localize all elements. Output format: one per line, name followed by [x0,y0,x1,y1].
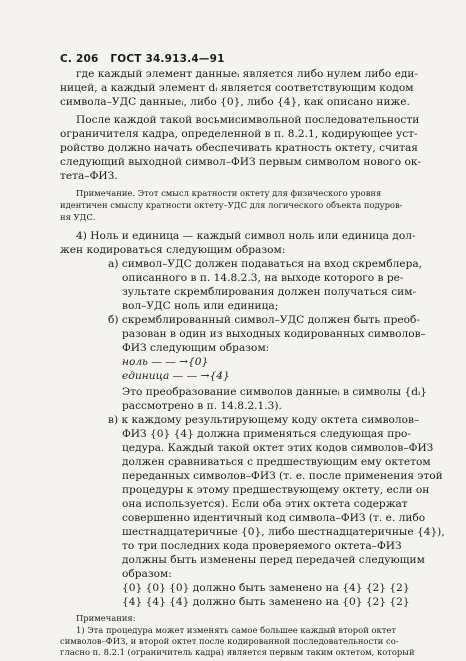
replacement-line: {4} {4} {4} должно быть заменено на {0} {2} {2} [122,596,410,608]
text-line: ройство должно начать обеспечивать кратность октету, считая [60,142,418,154]
text-line: Это преобразование символов данныеᵢ в символы {dᵢ} [122,386,427,398]
text-line: б) скремблированный символ–УДС должен быть преоб- [108,314,420,326]
text-line: она используется). Если оба этих октета содержат [122,498,408,510]
text-line: ограничителя кадра, определенной в п. 8.2.1, кодирующее уст- [60,128,418,140]
text-line: совершенно идентичный код символа–ФИЗ (т. е. либо [122,512,426,524]
note-line: символов–ФИЗ, и второй октет после кодированной последовательности со- [60,636,399,646]
text-line: рассмотрено в п. 14.8.2.1.3). [122,400,282,412]
note-line: ня УДС. [60,212,96,222]
text-line: в) к каждому результирующему коду октета символов– [108,414,420,426]
text-line: ФИЗ следующим образом: [122,342,270,354]
text-line: должен сравниваться с предшествующим ему октетом [122,456,431,468]
text-line: то три последних кода проверяемого октета–ФИЗ [122,540,402,552]
text-line: шестнадцатеричные {0}, либо шестнадцатеричные {4}), [122,526,445,538]
text-line: зультате скремблирования должен получаться сим- [122,286,417,298]
text-line: ницей, а каждый элемент dᵢ является соответствующим кодом [60,82,414,94]
page-header [60,53,233,65]
mapping-line: ноль — — →{0} [122,356,209,368]
text-line: следующий выходной символ–ФИЗ первым символом нового ок- [60,156,422,168]
text-line: описанного в п. 14.8.2.3, на выходе которого в ре- [122,272,404,284]
text-line: ФИЗ {0} {4} должна применяться следующая про- [122,428,411,440]
text-line: вол–УДС ноль или единица; [122,300,279,312]
text-line: 4) Ноль и единица — каждый символ ноль или единица дол- [76,230,416,242]
note-line: идентичен смыслу кратности октету–УДС для логического объекта подуров- [60,200,403,210]
text-line: образом: [122,568,172,580]
text-line: символа–УДС данныеᵢ, либо {0}, либо {4}, как описано ниже. [60,96,410,108]
text-line: переданных символов–ФИЗ (т. е. после применения этой [122,470,443,482]
text-line: процедуры к этому предшествующему октету, если он [122,484,430,496]
text-line: а) символ–УДС должен подаваться на вход скремблера, [108,258,423,270]
notes-heading: Примечания: [76,613,136,623]
standard-code: ГОСТ 34.913.4—91 [110,53,225,65]
text-line: должны быть изменены перед передачей следующим [122,554,425,566]
note-line: гласно п. 8.2.1 (ограничитель кадра) является первым таким октетом, который [60,647,415,657]
note-line: Примечание. Этот смысл кратности октету для физического уровня [76,188,382,198]
page-number: С. 206 [60,53,99,65]
text-line: разован в один из выходных кодированных символов– [122,328,426,340]
text-line: тета–ФИЗ. [60,170,118,182]
replacement-line: {0} {0} {0} должно быть заменено на {4} {2} {2} [122,582,410,594]
text-line: цедура. Каждый такой октет этих кодов символов–ФИЗ [122,442,434,454]
mapping-line: единица — — →{4} [122,370,230,382]
text-line: где каждый элемент данныеᵢ является либо нулем либо еди- [76,68,419,80]
text-line: После каждой такой восьмисимвольной последовательности [76,114,420,126]
text-line: жен кодироваться следующим образом: [60,244,286,256]
note-line: 1) Эта процедура может изменять самое большее каждый второй октет [76,625,396,635]
